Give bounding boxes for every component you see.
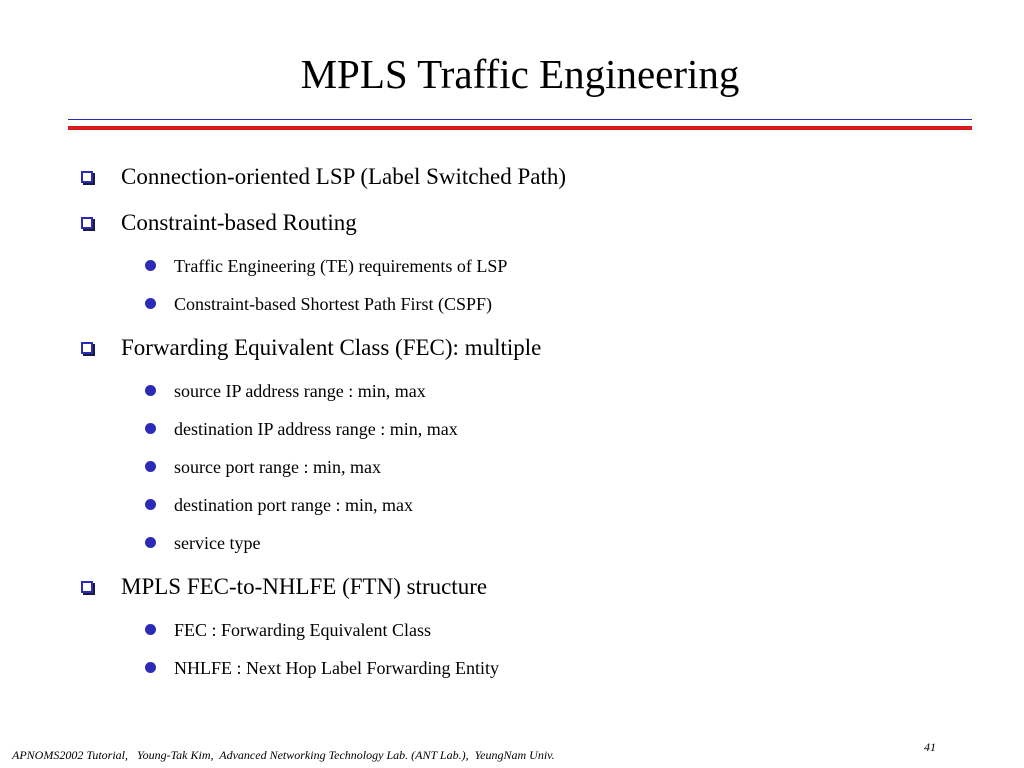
circle-bullet-icon bbox=[145, 385, 156, 396]
circle-bullet-icon bbox=[145, 662, 156, 673]
bullet-item: MPLS FEC-to-NHLFE (FTN) structure bbox=[121, 574, 488, 599]
sub-bullet-item: destination IP address range : min, max bbox=[174, 419, 458, 439]
sub-bullet-item: FEC : Forwarding Equivalent Class bbox=[174, 620, 431, 640]
sub-bullet-item: NHLFE : Next Hop Label Forwarding Entity bbox=[174, 658, 499, 678]
circle-bullet-icon bbox=[145, 423, 156, 434]
square-bullet-icon bbox=[81, 342, 93, 354]
square-bullet-icon bbox=[81, 217, 93, 229]
page-number: 41 bbox=[924, 740, 936, 754]
square-bullet-icon bbox=[81, 171, 93, 183]
sub-bullet-item: destination port range : min, max bbox=[174, 495, 413, 515]
sub-bullet-item: service type bbox=[174, 533, 261, 553]
bullet-item: Forwarding Equivalent Class (FEC): multiple bbox=[121, 335, 542, 360]
circle-bullet-icon bbox=[145, 537, 156, 548]
circle-bullet-icon bbox=[145, 260, 156, 271]
bullet-item: Constraint-based Routing bbox=[121, 210, 357, 235]
slide-title: MPLS Traffic Engineering bbox=[300, 51, 740, 97]
sub-bullet-item: source IP address range : min, max bbox=[174, 381, 426, 401]
square-bullet-icon bbox=[81, 581, 93, 593]
sub-bullet-item: source port range : min, max bbox=[174, 457, 381, 477]
circle-bullet-icon bbox=[145, 499, 156, 510]
circle-bullet-icon bbox=[145, 461, 156, 472]
sub-bullet-item: Traffic Engineering (TE) requirements of LSP bbox=[174, 256, 508, 276]
circle-bullet-icon bbox=[145, 298, 156, 309]
bullet-item: Connection-oriented LSP (Label Switched Path) bbox=[121, 164, 566, 189]
slide-footer: APNOMS2002 Tutorial, Young-Tak Kim, Advanced Networking Technology Lab. (ANT Lab.), YeungNam Univ. bbox=[12, 748, 555, 762]
sub-bullet-item: Constraint-based Shortest Path First (CSPF) bbox=[174, 294, 493, 314]
circle-bullet-icon bbox=[145, 624, 156, 635]
